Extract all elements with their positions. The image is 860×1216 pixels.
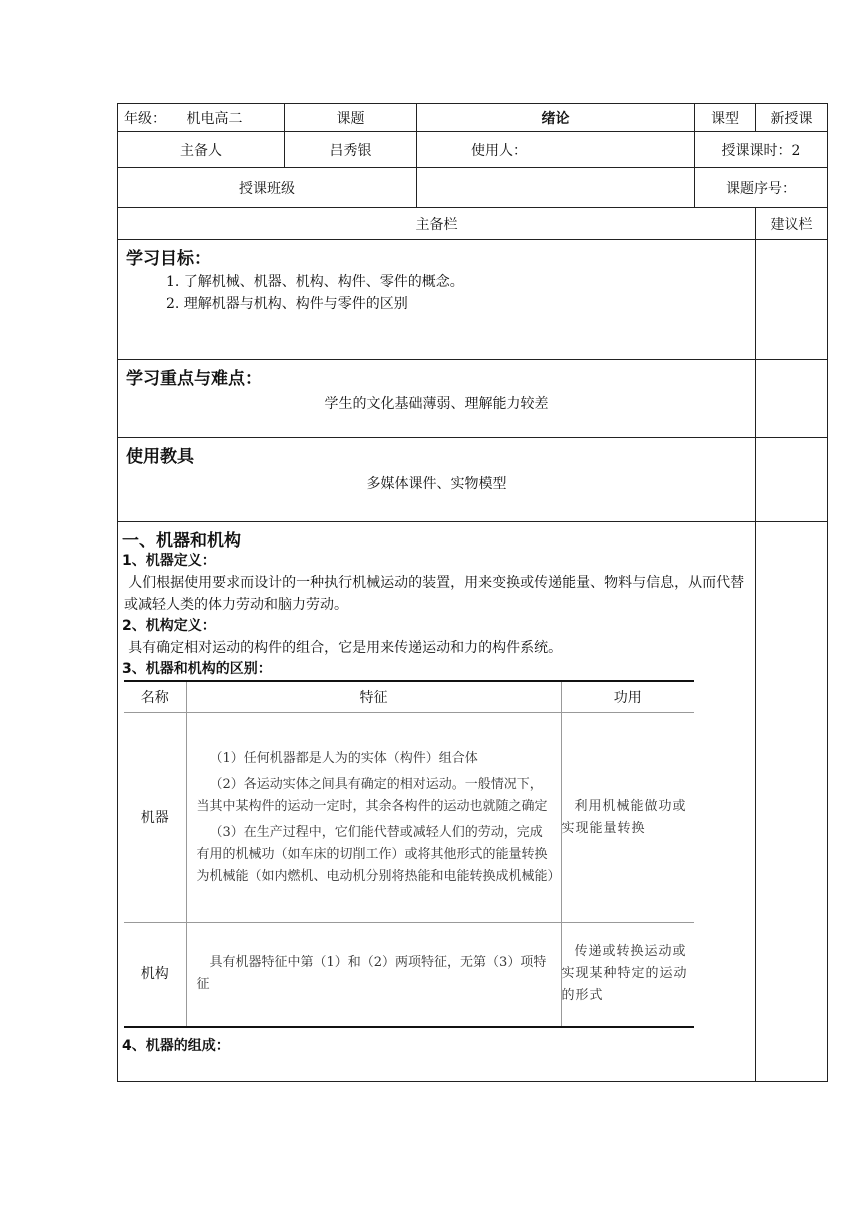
- grade-value: 机电高二: [186, 110, 243, 127]
- goals-title: 学习目标：: [126, 249, 211, 269]
- preparer-label: 主备人: [118, 132, 285, 168]
- goal-item: 1. 了解机械、机器、机构、构件、零件的概念。: [166, 274, 464, 290]
- suggest-cell: [756, 522, 828, 1082]
- suggest-cell: [756, 438, 828, 522]
- hours-label: 授课课时：2: [695, 132, 828, 168]
- suggest-cell: [756, 240, 828, 360]
- col-header-function: 功用: [561, 681, 694, 713]
- row-name: 机构: [124, 923, 186, 1027]
- class-label: 授课班级: [118, 168, 417, 208]
- type-label: 课型: [695, 104, 756, 132]
- topic-label: 课题: [285, 104, 417, 132]
- difference-title: 3、机器和机构的区别：: [122, 661, 272, 677]
- feature-item: （2）各运动实体之间具有确定的相对运动。一般情况下，当其中某构件的运动一定时，其余各构件的运动也就随之确定: [196, 776, 548, 814]
- row-features: [186, 713, 561, 923]
- preparer-value: 吕秀银: [285, 132, 417, 168]
- mechanism-def-title: 2、机构定义：: [122, 618, 216, 634]
- machine-def-title: 1、机器定义：: [122, 553, 216, 569]
- table-row: [124, 713, 694, 923]
- mechanism-def-text: 具有确定相对运动的构件的组合，它是用来传递运动和力的构件系统。: [128, 640, 563, 656]
- goals-cell: [118, 240, 756, 360]
- section1-cell: [118, 522, 756, 1082]
- type-value: 新授课: [756, 104, 828, 132]
- user-label: 使用人：: [417, 132, 695, 168]
- lesson-plan-table: [117, 103, 828, 1082]
- feature-item: （3）在生产过程中，它们能代替或减轻人们的劳动，完成有用的机械功（如车床的切削工作）或将其他形式的能量转换为机械能（如内燃机、电动机分别将热能和电能转换成机械能）: [196, 824, 561, 884]
- lesson-plan-sheet: [117, 103, 827, 1082]
- keypoints-title: 学习重点与难点：: [126, 369, 262, 389]
- suggest-column-header: 建议栏: [756, 208, 828, 240]
- keypoints-text: 学生的文化基础薄弱、理解能力较差: [324, 396, 549, 412]
- row-name: 机器: [124, 713, 186, 923]
- col-header-name: 名称: [124, 681, 186, 713]
- feature-item: （1）任何机器都是人为的实体（构件）组合体: [209, 750, 478, 766]
- feature-item: 具有机器特征中第（1）和（2）两项特征，无第（3）项特征: [196, 955, 547, 993]
- table-row: [124, 923, 694, 1027]
- composition-title: 4、机器的组成：: [122, 1037, 230, 1054]
- grade-cell: [118, 104, 285, 132]
- seq-label: 课题序号：: [695, 168, 828, 208]
- goals-list: [166, 271, 755, 315]
- machine-def-text: 人们根据使用要求而设计的一种执行机械运动的装置，用来变换或传递能量、物料与信息，从而代替或减轻人类的体力劳动和脑力劳动。: [124, 575, 745, 613]
- tools-text: 多媒体课件、实物模型: [366, 476, 507, 492]
- row-features: [186, 923, 561, 1027]
- goal-item: 2. 理解机器与机构、构件与零件的区别: [166, 296, 408, 312]
- class-value: [417, 168, 695, 208]
- section1-title: 一、机器和机构: [122, 531, 241, 551]
- col-header-feature: 特征: [186, 681, 561, 713]
- grade-label: 年级：: [124, 110, 166, 127]
- topic-value: 绪论: [417, 104, 695, 132]
- row-function: 利用机械能做功或实现能量转换: [561, 713, 694, 923]
- tools-cell: [118, 438, 756, 522]
- tools-title: 使用教具: [126, 447, 194, 467]
- keypoints-cell: [118, 360, 756, 438]
- row-function: 传递或转换运动或实现某种特定的运动的形式: [561, 923, 694, 1027]
- difference-table: [124, 680, 694, 1028]
- main-column-header: 主备栏: [118, 208, 756, 240]
- suggest-cell: [756, 360, 828, 438]
